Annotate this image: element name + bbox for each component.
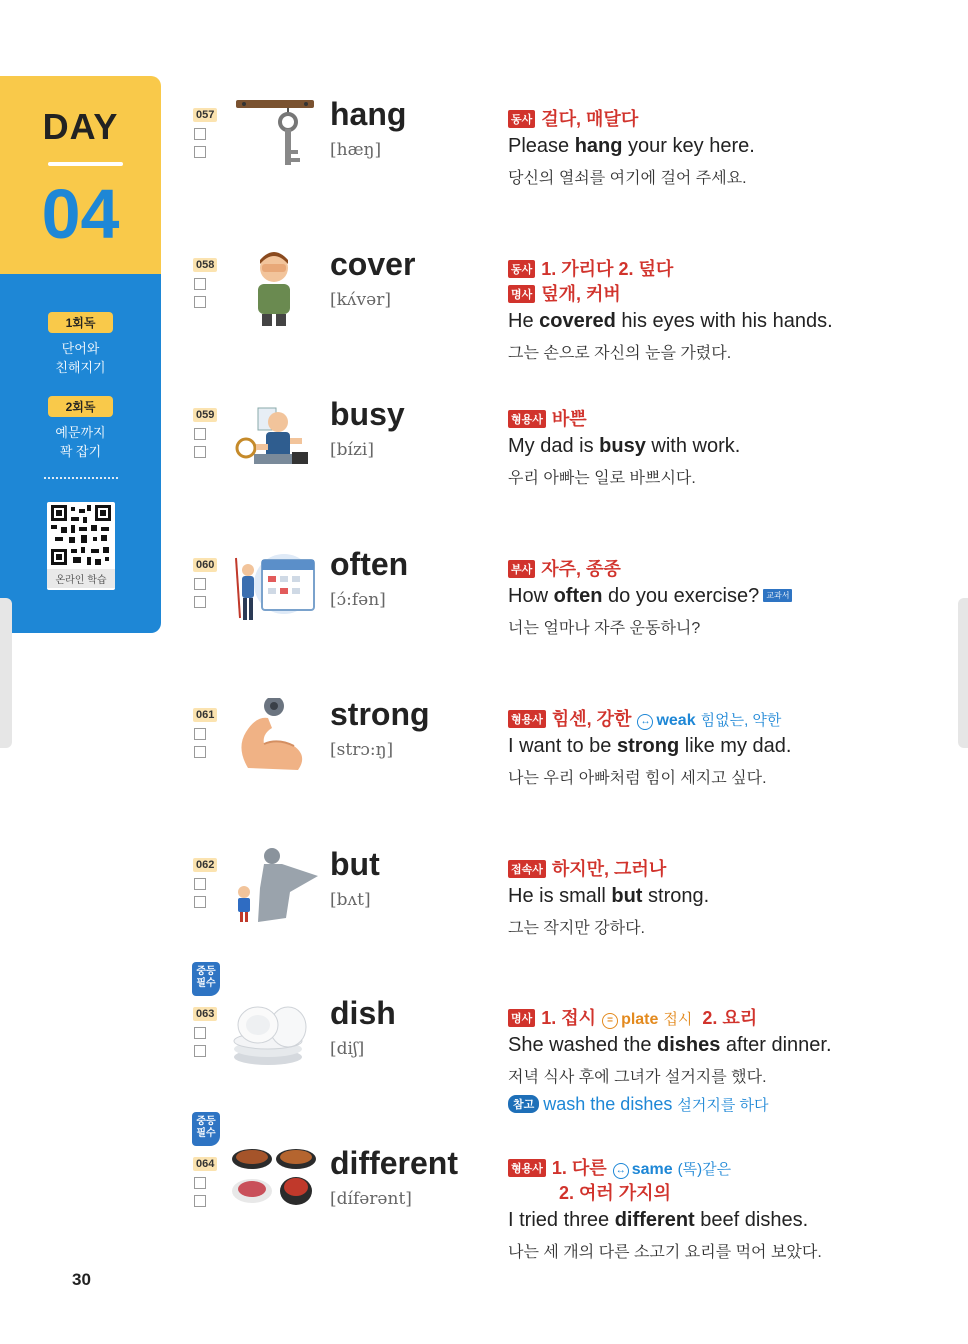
example-sentence — [508, 885, 709, 908]
key-icon — [228, 98, 320, 178]
round-1-pill: 1회독 — [48, 312, 114, 333]
entry-definition — [508, 105, 638, 131]
checkbox-round-2[interactable] — [194, 1195, 206, 1207]
pos-tag: 형용사 — [508, 410, 546, 428]
entry-pronunciation: [ɔ́:fən] — [330, 590, 386, 610]
checkbox-round-2[interactable] — [194, 1045, 206, 1057]
entry-word: cover — [330, 246, 416, 282]
korean-translation: 나는 세 개의 다른 소고기 요리를 먹어 보았다. — [508, 1244, 822, 1261]
entry-pronunciation: [bʌt] — [330, 890, 371, 910]
sentence-part: your key here. — [622, 135, 755, 157]
round-2-line1: 예문까지 — [55, 425, 106, 440]
reference-note — [508, 1094, 768, 1115]
textbook-tag: 교과서 — [763, 589, 792, 602]
entry-pronunciation: [hæŋ] — [330, 140, 382, 160]
meaning: 바쁜 — [551, 409, 587, 429]
round-2-pill: 2회독 — [48, 396, 114, 417]
entry-number: 063 — [193, 1007, 217, 1021]
synonym-word: plate — [621, 1011, 659, 1028]
entry-word: often — [330, 546, 409, 582]
entry-definition — [508, 405, 587, 431]
entry-pronunciation: [dífərənt] — [330, 1189, 412, 1209]
boy-covering-eyes-icon — [228, 248, 320, 328]
checkbox-round-1[interactable] — [194, 1027, 206, 1039]
entry-word: hang — [330, 96, 407, 132]
sentence-part: with work. — [645, 435, 741, 457]
entry-word: strong — [330, 696, 430, 732]
qr-label: 온라인 학습 — [47, 569, 115, 588]
checkbox-round-2[interactable] — [194, 896, 206, 908]
badge-line2: 필수 — [196, 1128, 216, 1139]
example-sentence — [508, 585, 792, 608]
entry-number: 058 — [193, 258, 217, 272]
entry-definition — [508, 255, 673, 281]
meaning: 힘센, 강한 — [551, 709, 632, 729]
page-number: 30 — [72, 1270, 91, 1289]
sentence-part: his eyes with his hands. — [615, 310, 833, 332]
meaning: 자주, 종종 — [541, 559, 621, 579]
day-label: DAY — [42, 106, 119, 147]
round-1-line1: 단어와 — [61, 341, 100, 356]
entry-pronunciation: [strɔ:ŋ] — [330, 740, 394, 760]
vocab-entry-dish — [0, 966, 968, 1157]
calendar-icon — [228, 548, 320, 628]
entry-number: 062 — [193, 858, 217, 872]
sentence-part: Please — [508, 135, 575, 157]
meaning: 덮개, 커버 — [541, 284, 621, 304]
entry-definition — [508, 555, 621, 581]
meaning: 1. 다른 — [551, 1158, 607, 1178]
vocab-entry-different — [0, 1116, 968, 1307]
pos-tag: 동사 — [508, 110, 535, 128]
korean-translation: 나는 우리 아빠처럼 힘이 세지고 싶다. — [508, 770, 767, 787]
beef-dishes-icon — [228, 1147, 320, 1227]
entry-word: different — [330, 1145, 458, 1181]
entry-number: 064 — [193, 1157, 217, 1171]
checkbox-round-2[interactable] — [194, 296, 206, 308]
note-english: wash the dishes — [543, 1094, 673, 1114]
checkbox-round-1[interactable] — [194, 1177, 206, 1189]
meaning: 걸다, 매달다 — [541, 109, 639, 129]
example-sentence — [508, 1209, 808, 1232]
checkbox-round-1[interactable] — [194, 728, 206, 740]
sentence-part: He is small — [508, 885, 612, 907]
badge-line2: 필수 — [196, 978, 216, 989]
vocab-entry-but — [0, 846, 968, 1008]
sentence-keyword: strong — [616, 735, 680, 757]
pos-tag: 명사 — [508, 1009, 535, 1027]
vocab-entry-hang — [0, 96, 968, 258]
sentence-part: strong. — [642, 885, 710, 907]
korean-translation: 저녁 식사 후에 그녀가 설거지를 했다. — [508, 1069, 767, 1086]
entry-definition — [508, 1004, 757, 1030]
checkbox-round-1[interactable] — [194, 878, 206, 890]
entry-definition — [508, 1154, 731, 1180]
entry-number: 059 — [193, 408, 217, 422]
sentence-part: like my dad. — [679, 735, 792, 757]
sentence-part: How — [508, 585, 554, 607]
entry-number: 060 — [193, 558, 217, 572]
entry-number: 057 — [193, 108, 217, 122]
muscle-arm-icon — [228, 698, 320, 778]
antonym-word: weak — [656, 712, 696, 729]
reference-tag: 참고 — [508, 1095, 539, 1113]
sentence-part: She washed the — [508, 1034, 657, 1056]
pos-tag: 동사 — [508, 260, 535, 278]
entry-pronunciation: [bízi] — [330, 440, 374, 460]
dishes-icon — [228, 997, 320, 1077]
sentence-keyword: often — [553, 585, 603, 607]
entry-definition — [508, 855, 666, 881]
sentence-part: do you exercise? — [602, 585, 760, 607]
synonym-meaning: 접시 — [663, 1011, 693, 1028]
checkbox-round-2[interactable] — [194, 146, 206, 158]
entry-pronunciation: [kʌ́vər] — [330, 290, 391, 310]
antonym-icon: ↔ — [637, 714, 653, 730]
sentence-keyword: busy — [599, 435, 646, 457]
pos-tag: 접속사 — [508, 860, 546, 878]
vocab-entry-often — [0, 546, 968, 708]
meaning: 1. 가리다 2. 덮다 — [541, 259, 674, 279]
essential-badge — [192, 962, 220, 996]
meaning: 하지만, 그러나 — [551, 859, 667, 879]
korean-translation: 그는 손으로 자신의 눈을 가렸다. — [508, 345, 732, 362]
example-sentence — [508, 435, 740, 458]
antonym-meaning: 힘없는, 약한 — [700, 712, 782, 729]
sentence-keyword: different — [614, 1209, 695, 1231]
round-2-line2: 꽉 잡기 — [59, 444, 102, 459]
pos-tag: 형용사 — [508, 710, 546, 728]
synonym-icon: = — [602, 1013, 618, 1029]
entry-definition-2: 2. 여러 가지의 — [559, 1183, 671, 1203]
checkbox-round-2[interactable] — [194, 596, 206, 608]
meaning: 1. 접시 — [541, 1008, 597, 1028]
entry-word: but — [330, 846, 380, 882]
sentence-part: I want to be — [508, 735, 617, 757]
example-sentence — [508, 735, 791, 758]
sentence-part: My dad is — [508, 435, 600, 457]
example-sentence — [508, 1034, 832, 1057]
entry-pronunciation: [diʃ] — [330, 1039, 365, 1059]
sentence-keyword: covered — [539, 310, 616, 332]
sentence-part: beef dishes. — [694, 1209, 809, 1231]
round-1-line2: 친해지기 — [55, 360, 106, 375]
antonym-icon: ↔ — [613, 1163, 629, 1179]
checkbox-round-1[interactable] — [194, 278, 206, 290]
entry-definition — [508, 705, 781, 731]
checkbox-round-2[interactable] — [194, 746, 206, 758]
pos-tag: 형용사 — [508, 1159, 546, 1177]
pos-tag: 부사 — [508, 560, 535, 578]
superhero-shadow-icon — [228, 848, 320, 928]
korean-translation: 그는 작지만 강하다. — [508, 920, 645, 937]
badge-line1: 중등 — [196, 1116, 216, 1127]
sentence-part: I tried three — [508, 1209, 615, 1231]
checkbox-round-2[interactable] — [194, 446, 206, 458]
sentence-keyword: but — [611, 885, 643, 907]
entry-definition-2 — [508, 280, 621, 306]
busy-man-icon — [228, 398, 320, 478]
sentence-keyword: hang — [574, 135, 623, 157]
example-sentence — [508, 135, 755, 158]
checkbox-round-1[interactable] — [194, 578, 206, 590]
badge-line1: 중등 — [196, 966, 216, 977]
note-korean: 설거지를 하다 — [677, 1097, 769, 1114]
sentence-keyword: dishes — [657, 1034, 721, 1056]
korean-translation: 너는 얼마나 자주 운동하니? — [508, 620, 701, 637]
entry-word: dish — [330, 995, 396, 1031]
checkbox-round-1[interactable] — [194, 128, 206, 140]
vocab-entry-strong — [0, 696, 968, 858]
korean-translation: 우리 아빠는 일로 바쁘시다. — [508, 470, 696, 487]
pos-tag: 명사 — [508, 285, 535, 303]
entry-number: 061 — [193, 708, 217, 722]
essential-badge — [192, 1112, 220, 1146]
day-number: 04 — [41, 175, 120, 253]
korean-translation: 당신의 열쇠를 여기에 걸어 주세요. — [508, 170, 747, 187]
vocab-entry-cover — [0, 246, 968, 408]
sentence-part: after dinner. — [720, 1034, 832, 1056]
example-sentence — [508, 310, 833, 333]
antonym-meaning: (똑)같은 — [677, 1161, 732, 1178]
checkbox-round-1[interactable] — [194, 428, 206, 440]
antonym-word: same — [631, 1161, 673, 1178]
meaning: 2. 요리 — [702, 1008, 758, 1028]
sentence-part: He — [508, 310, 540, 332]
entry-word: busy — [330, 396, 405, 432]
